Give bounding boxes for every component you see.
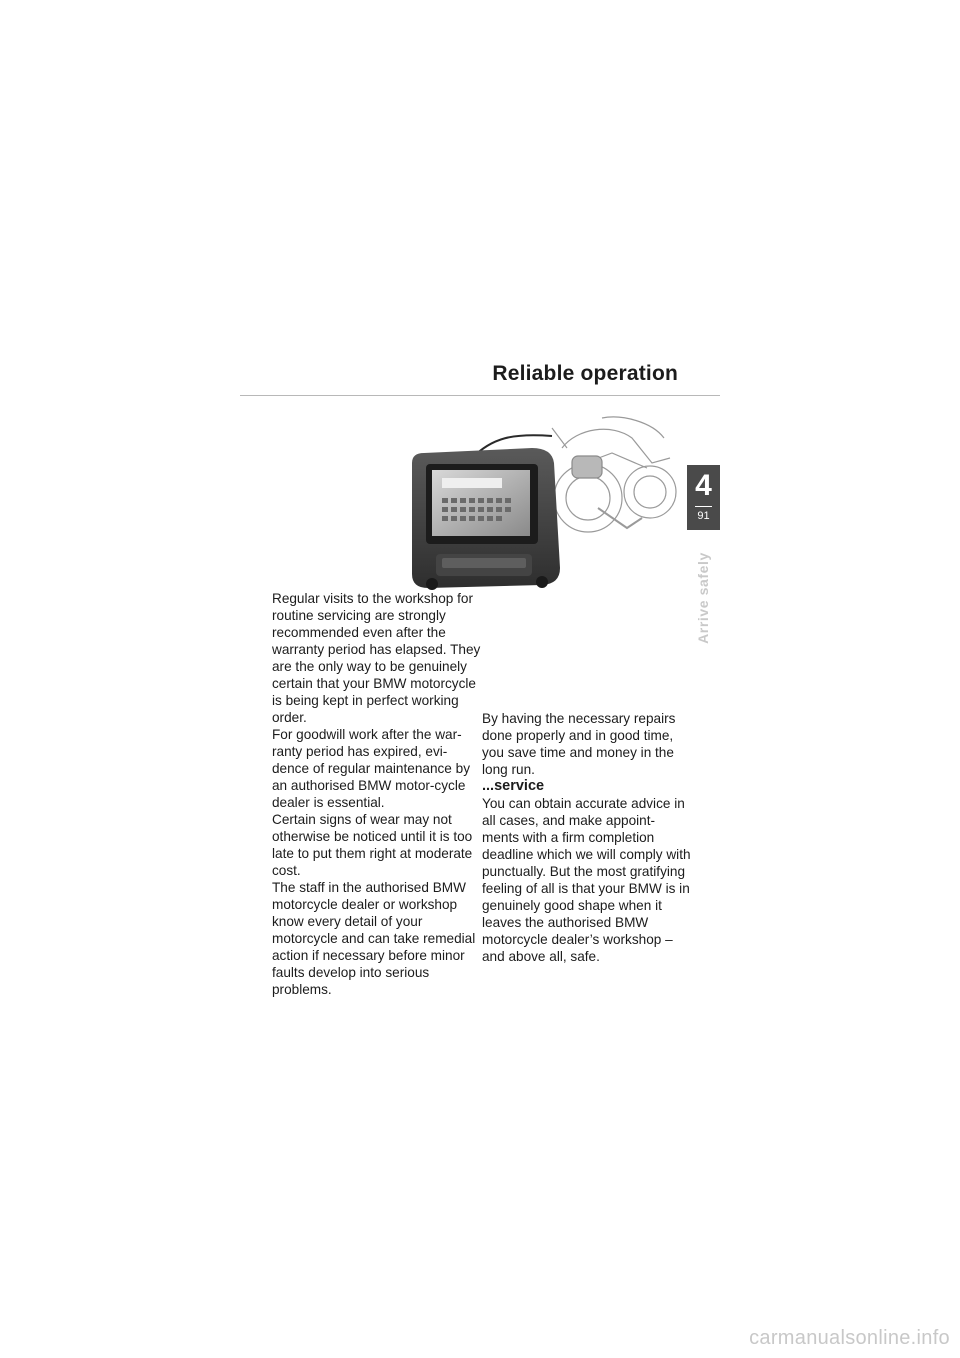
paragraph: Certain signs of wear may not otherwise be noticed until it is too late to put them right at moderate cost. <box>272 812 473 878</box>
chapter-tab <box>687 465 720 530</box>
paragraph: By having the necessary repairs done properly and in good time, you save time and money in the long run. <box>482 711 676 777</box>
chapter-side-label: Arrive safely <box>695 552 711 644</box>
paragraph: For goodwill work after the war-ranty period has expired, evi-dence of regular maintenance by an authorised BMW motor-cycle dealer is essential. <box>272 727 470 810</box>
right-text-column <box>482 710 692 965</box>
paragraph: Regular visits to the workshop for routine servicing are strongly recommended even after the warranty period has elapsed. They are the only way to be genuinely certain that your BMW motorcycle is being kept in perfect working order. <box>272 591 481 725</box>
title-divider <box>240 395 720 396</box>
watermark-text: carmanualsonline.info <box>749 1327 950 1349</box>
chapter-number: 4 <box>695 469 712 502</box>
page-title: Reliable operation <box>492 362 678 385</box>
left-text-column <box>272 590 482 998</box>
diagnostic-device <box>412 448 560 590</box>
section-subheading: ...service <box>482 778 545 794</box>
paragraph: The staff in the authorised BMW motorcycle dealer or workshop know every detail of your motorcycle and can take remedial action if necessary before minor faults develop into serious problems. <box>272 880 476 997</box>
motorcycle-sketch <box>552 417 676 532</box>
paragraph: You can obtain accurate advice in all cases, and make appoint-ments with a firm completion deadline which we will comply with punctually. But the most gratifying feeling of all is that your BMW is in genuinely good shape when it leaves the authorised BMW motorcycle dealer’s workshop – and above all, safe. <box>482 796 691 964</box>
chapter-tab-divider <box>695 506 712 507</box>
diagnostic-device-illustration <box>402 408 680 600</box>
page-number: 91 <box>697 510 710 522</box>
